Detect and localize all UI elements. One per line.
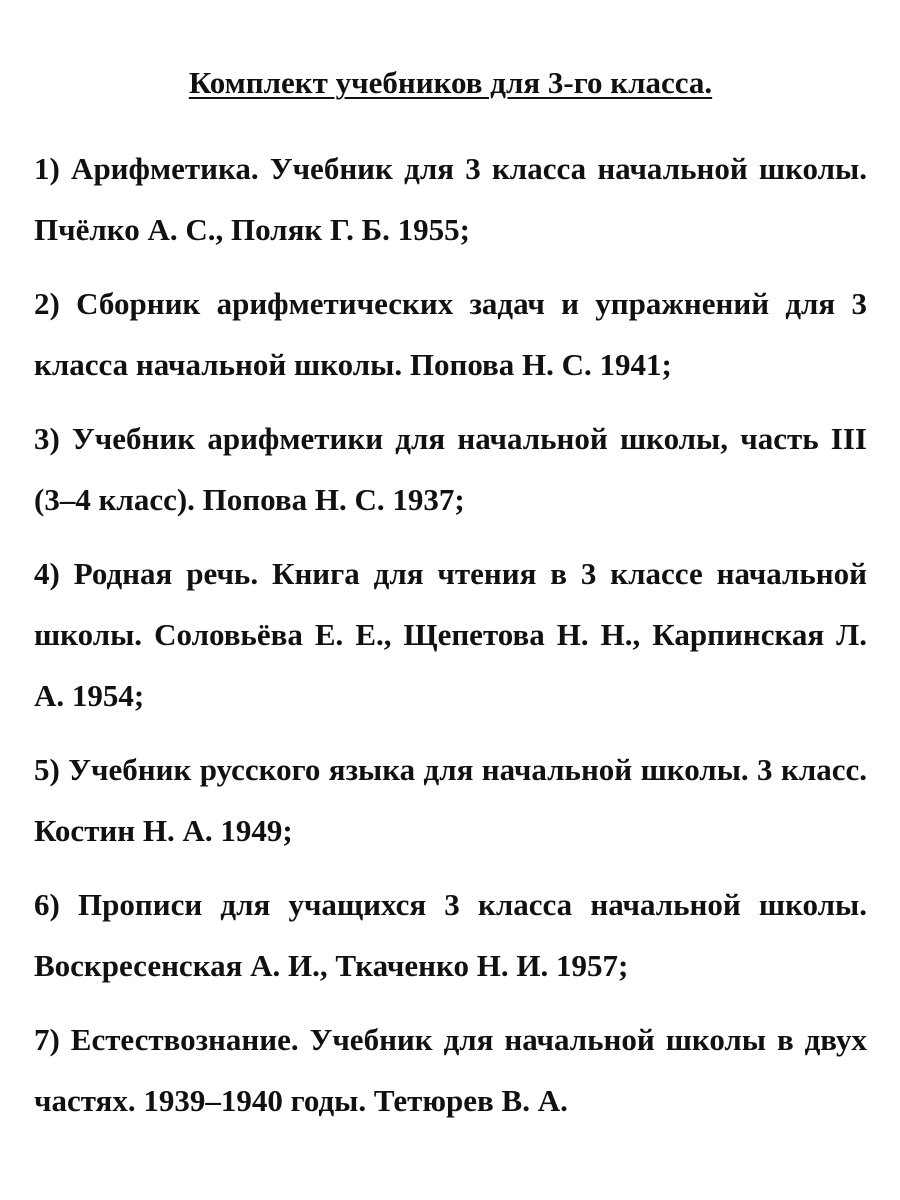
list-item: 7) Естествознание. Учебник для начальной школы в двух частях. 1939–1940 годы. Тетюрев В. А.: [34, 1022, 867, 1118]
list-item: 1) Арифметика. Учебник для 3 класса начальной школы. Пчёлко А. С., Поляк Г. Б. 1955;: [34, 151, 867, 247]
document-title: Комплект учебников для 3-го класса.: [188, 65, 713, 100]
list-item: 4) Родная речь. Книга для чтения в 3 классе начальной школы. Соловьёва Е. Е., Щепетова Н. Н., Карпинская Л. А. 1954;: [34, 556, 867, 713]
list-item: 6) Прописи для учащихся 3 класса начальной школы. Воскресенская А. И., Ткаченко Н. И. 1957;: [34, 887, 867, 983]
list-item: 3) Учебник арифметики для начальной школы, часть III (3–4 класс). Попова Н. С. 1937;: [34, 421, 867, 517]
list-item: 5) Учебник русского языка для начальной школы. 3 класс. Костин Н. А. 1949;: [34, 752, 867, 848]
list-item: 2) Сборник арифметических задач и упражнений для 3 класса начальной школы. Попова Н. С. 1941;: [34, 286, 867, 382]
textbook-list: [34, 138, 867, 1131]
